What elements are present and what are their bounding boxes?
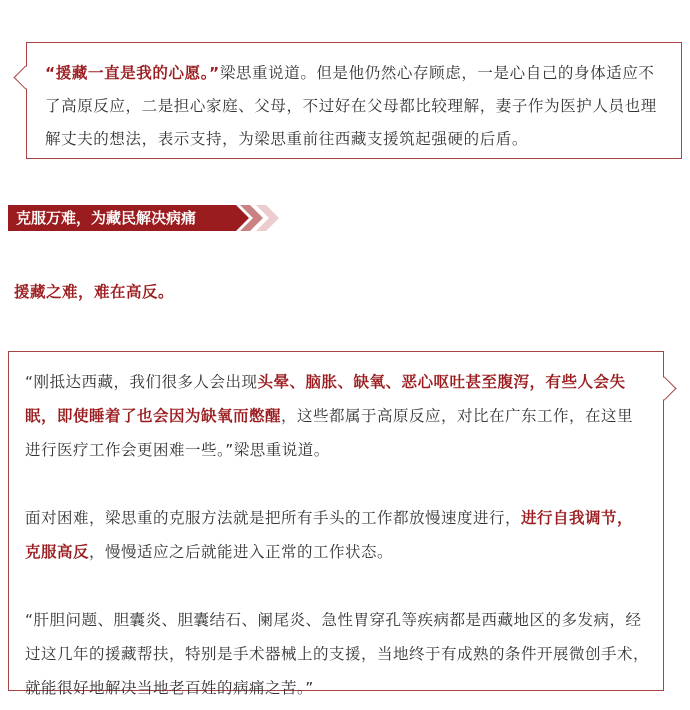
p3-text: “肝胆问题、胆囊炎、胆囊结石、阑尾炎、急性胃穿孔等疾病都是西藏地区的多发病，经过这几年的援藏帮扶，特别是手术器械上的支援，当地终于有成熟的条件开展微创手术，就能很好地解决当地老百姓的病痛之苦。”	[25, 611, 650, 697]
p1-highlight: 头晕、脑胀、缺氧、恶心呕吐甚至腹泻，有些人会失眠，即使睡着了也会因为缺氧而憋醒	[25, 373, 626, 425]
p2-lead: 面对困难，梁思重的克服方法就是把所有手头的工作都放慢速度进行，	[25, 509, 522, 527]
paragraph-1	[25, 365, 649, 467]
paragraph-3	[25, 603, 649, 705]
quote-box-1	[26, 42, 682, 159]
p2-tail: ，慢慢适应之后就能进入正常的工作状态。	[89, 543, 394, 561]
subheading: 援藏之难，难在高反。	[14, 283, 175, 301]
p2-highlight: 进行自我调节，克服高反	[25, 509, 634, 561]
quote-pointer	[652, 376, 676, 400]
section-header: 克服万难，为藏民解决病痛	[8, 205, 236, 231]
quote1-text: 梁思重说道。但是他仍然心存顾虑，一是心自己的身体适应不了高原反应，二是担心家庭、父母，不过好在父母都比较理解，妻子作为医护人员也理解丈夫的想法，表示支持，为梁思重前往西藏支援筑起强硬的后盾。	[45, 64, 657, 148]
quote1-highlight: “援藏一直是我的心愿。”	[45, 64, 220, 82]
chevron-arrows-icon	[226, 205, 282, 231]
paragraph-2	[25, 501, 649, 569]
p1-lead: “刚抵达西藏，我们很多人会出现	[25, 373, 258, 391]
p1-tail: ，这些都属于高原反应，对比在广东工作，在这里进行医疗工作会更困难一些。”梁思重说道。	[25, 407, 634, 459]
quote-box-2	[8, 351, 664, 697]
quote-pointer	[13, 65, 37, 89]
